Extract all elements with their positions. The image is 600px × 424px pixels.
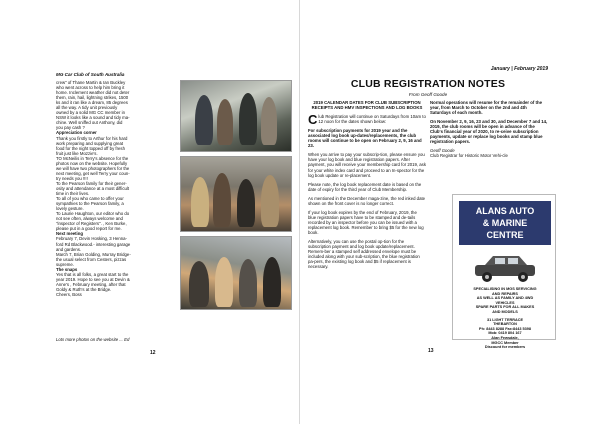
- text-line: February 7, Devin Hosking, 3 Henna-: [56, 236, 127, 242]
- text-line: you pay cash ?: [56, 125, 85, 131]
- text-line: Goldy & Ruth's at the Bridge.: [56, 286, 112, 292]
- ad-line: 31 LIGHT TERRACE: [486, 317, 524, 322]
- ad-name-line-1: ALANS AUTO: [475, 206, 535, 216]
- ad-line: SPARE PARTS FOR ALL MAKES: [475, 305, 535, 310]
- photo-group-2: [180, 156, 292, 232]
- ad-name-line-3: CENTRE: [486, 230, 524, 240]
- paragraph-5: If your log book expires by the end of February, 2019, the blue registration papers have to be stamped and de-tails recorded by an inspector before you can be issued with a replacement log book. Remember to bring $5 for the new log book.: [308, 209, 424, 235]
- intro-text: lub Registration will continue on Saturdays from 10am to 12 noon for the dates shown below:: [318, 114, 426, 125]
- page-number-right: 13: [428, 348, 434, 354]
- text-line: next meeting, get well Terry your coun-: [56, 170, 130, 176]
- text-line: not see often, always welcome and: [56, 216, 123, 222]
- article-title: CLUB REGISTRATION NOTES: [350, 78, 506, 90]
- section-heading: Next meeting: [56, 231, 83, 237]
- text-line: we will have two photographers for the: [56, 165, 130, 171]
- text-line: sympathies to the Pearson family, a: [56, 201, 124, 207]
- text-line: who went across to help him bring it: [56, 85, 125, 91]
- text-line: chine. Well sniffed out Anthony, did: [56, 120, 123, 126]
- ad-banner: [459, 201, 551, 245]
- car-icon: [469, 249, 541, 285]
- text-line: To the Pearson family for their gener-: [56, 180, 127, 186]
- ad-line: Mob: 0419 804 167: [488, 331, 522, 336]
- signature-name: Geoff Goode: [430, 148, 455, 154]
- photo-group-3: [180, 236, 292, 310]
- ad-line: AND MODELS: [492, 309, 518, 314]
- text-line: Anne's , February meeting, after that: [56, 281, 126, 287]
- text-line: the usual select from Cesters, pizzas: [56, 256, 127, 262]
- signature-role: Club Registrar for Historic Motor Vehi-cle: [430, 153, 508, 159]
- ad-line: AS WELL AS FAMILY AND 4WD: [476, 296, 534, 301]
- photo-column: [56, 80, 292, 310]
- text-line: and gardens.: [56, 246, 82, 252]
- text-line: Thank you firstly to Arthur for his hard: [56, 135, 128, 141]
- section-heading: The snaps: [56, 266, 78, 272]
- col2-paragraph-2: On November 2, 9, 16, 23 and 30, and December 7 and 14, 2019, the club rooms will be open in advance of the Club's financial year of 2020, to re-ceive subscription payments, update or replace log books and stamp blue registration papers.: [430, 119, 548, 145]
- drop-cap: C: [308, 112, 318, 128]
- paragraph-2: When you arrive to pay your subscrip-tion, please ensure you have your log book and blue registration papers. After payment, you will receive your membership card for 2019, ask for your white index card and proceed to an In-spector for the log book update or re-placement.: [308, 152, 426, 178]
- photo-group-1: [180, 80, 292, 152]
- intro-paragraph: [308, 112, 426, 128]
- left-page: [56, 72, 292, 372]
- text-line: food for the night topped off by fresh: [56, 145, 125, 151]
- text-line: supreme.: [56, 261, 74, 267]
- ad-line: SPECIALISING IN MGS SERVICING: [473, 287, 537, 291]
- text-line: March 7, Brian Golding, Murray Bridge-: [56, 251, 131, 257]
- paragraph-4: As mentioned in the December maga-zine, the red inked date shown on the front cover is no longer correct.: [308, 195, 426, 206]
- paragraph-1: For subscription payments for 2019 year and the associated log book up-dates/replacements, the club rooms will continue to be open on February 2, 9, 16 and 23.: [308, 128, 422, 149]
- text-line: To Laurie Haughton, our editor who do: [56, 211, 130, 217]
- ad-line: Alan Fewsdale,: [491, 335, 519, 340]
- article-column-2: [430, 100, 548, 162]
- text-line: osity and attendance at a most difficult: [56, 185, 130, 191]
- advertisement: [452, 194, 556, 350]
- paragraph-6: Alternatively, you can use the postal op-tion for the subscription payment and log book update/replacement. Remem-ber a stamped self addressed envelope must be included along with your sub-scription, the blue registration pa-pers, the existing log book and $5 if replacement is necessary.: [308, 239, 420, 270]
- right-page: [308, 66, 548, 366]
- ad-line: Discount for members: [484, 345, 526, 350]
- text-line: fruit just like Mozzie's.: [56, 150, 98, 156]
- paragraph-3: Please note, the log book replacement date is based on the date of expiry for the third year of Club Membership.: [308, 181, 422, 192]
- page-fold: [299, 0, 300, 424]
- text-line: year 2019. Hope to see you at Devin &: [56, 276, 130, 282]
- ad-line: MGCC Member: [491, 340, 519, 345]
- ad-line: THEBARTON: [493, 322, 517, 327]
- text-line: To all of you who came to offer your: [56, 196, 124, 202]
- text-line: home. Inclement weather did not deter: [56, 90, 130, 96]
- text-line: Cheers, Boss: [56, 291, 82, 297]
- ad-line: Ph: 8443 8288 Fax:8443 5398: [479, 326, 531, 331]
- text-line: NSW it looks like a sound and tidy ma-: [56, 115, 130, 121]
- text-line: time in their lives.: [56, 191, 90, 197]
- text-line: TO McNeilis in Terry's absence for the: [56, 155, 129, 161]
- article-column-1: [308, 100, 426, 273]
- left-page-header: MG Car Club of South Australia: [56, 72, 125, 77]
- text-line: lovely gesture.: [56, 206, 84, 212]
- section-heading: Appreciation corner: [56, 130, 97, 136]
- text-line: "inspector of Registers". , Ken Burke,: [56, 221, 127, 227]
- ad-line: VEHICLES: [495, 300, 515, 305]
- text-line: try needs you !!!!: [56, 175, 88, 181]
- col2-paragraph-1: Normal operations will resume for the remainder of the year, from March to October on the 2nd and 4th Saturdays of each month.: [430, 100, 542, 116]
- text-line: owned by a solid MG CC member in: [56, 110, 126, 116]
- more-photos-note: Lots more photos on the website ... Ed: [56, 337, 130, 342]
- calendar-heading: 2019 CALENDAR DATES FOR CLUB SUBSCRIPTION RECEIPTS AND HMV INSPECTIONS AND LOG BOOKS: [311, 100, 423, 111]
- page-number-left: 12: [150, 350, 156, 356]
- text-line: photos now on the website. Hopefully: [56, 160, 128, 166]
- text-line: work preparing and supplying great: [56, 140, 124, 146]
- text-line: all the way. A tidy unit previously: [56, 105, 118, 111]
- text-line: please put in a good report for me.: [56, 226, 122, 232]
- article-byline: From Geoff Goode: [408, 92, 448, 97]
- text-line: ks and it ran like a dream, 85 degrees: [56, 100, 128, 106]
- text-line: crew" of Thane Martin & Ian Buckley: [56, 80, 126, 85]
- ad-details: [457, 287, 553, 350]
- text-line: them, rain, hail, lightning strikes, 1500: [56, 95, 129, 101]
- issue-date: January | February 2019: [490, 66, 548, 72]
- text-line: Yes that is all folks, a great start to the: [56, 271, 129, 277]
- text-line: ford Rd Blackwood.- interesting garage: [56, 241, 131, 247]
- ad-line: AND REPAIRS: [492, 291, 518, 296]
- ad-name-line-2: & MARINE: [482, 218, 528, 228]
